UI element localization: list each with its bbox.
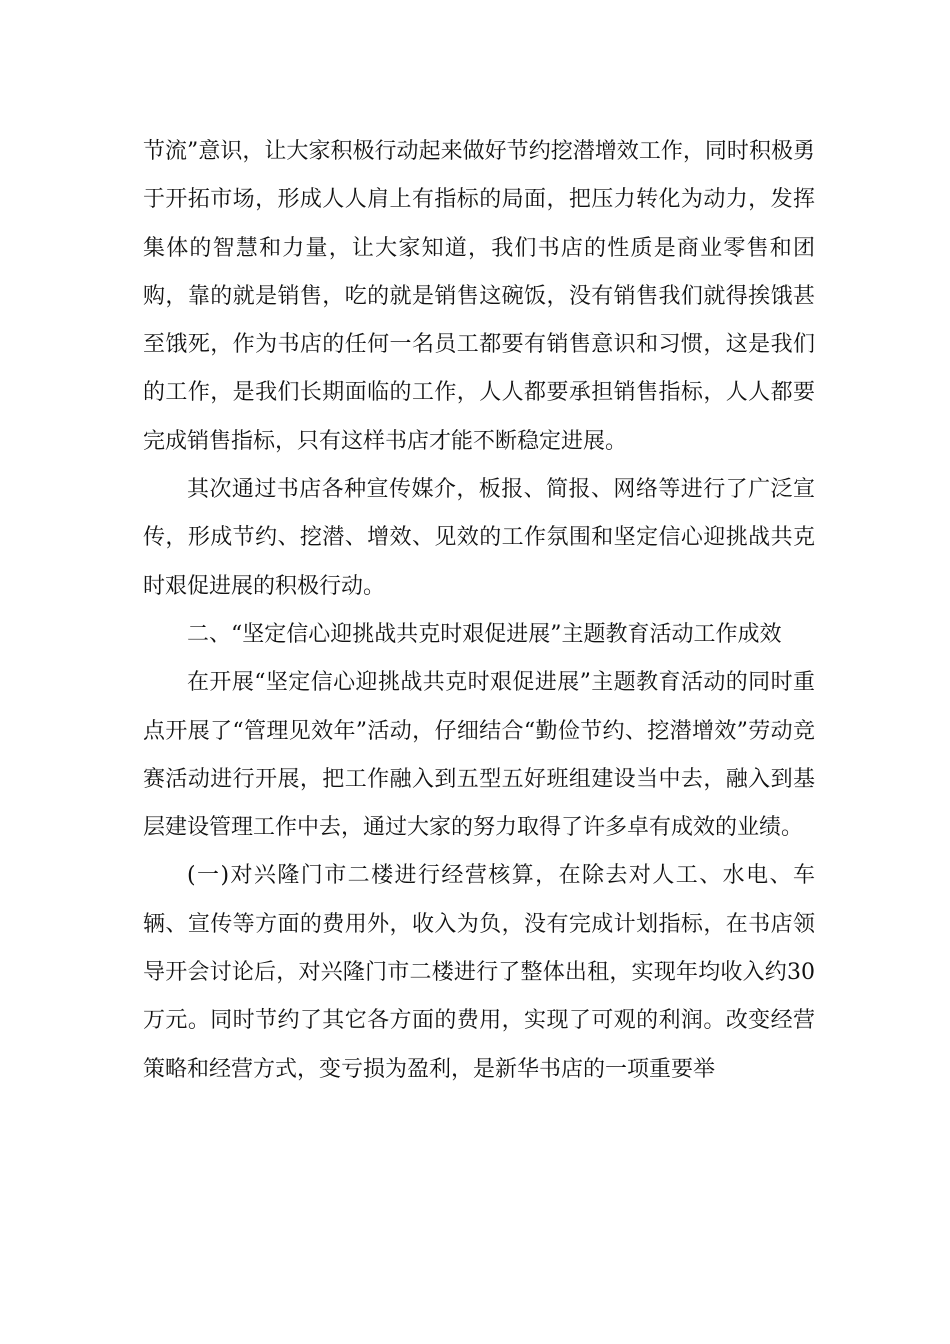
paragraph-xinglong-store: (一)对兴隆门市二楼进行经营核算，在除去对人工、水电、车辆、宣传等方面的费用外，收入为负，没有完成计划指标，在书店领导开会讨论后，对兴隆门市二楼进行了整体出租，实现年均收入约30万元。同时节约了其它各方面的费用，实现了可观的利润。改变经营策略和经营方式，变亏损为盈利，是新华书店的一项重要举	[143, 863, 815, 1082]
paragraph-management-year: 在开展“坚定信心迎挑战共克时艰促进展”主题教育活动的同时重点开展了“管理见效年”活动，仔细结合“勤俭节约、挖潜增效”劳动竞赛活动进行开展，把工作融入到五型五好班组建设当中去，融入到基层建设管理工作中去，通过大家的努力取得了许多卓有成效的业绩。	[143, 670, 815, 841]
section-heading-results: 二、“坚定信心迎挑战共克时艰促进展”主题教育活动工作成效	[187, 621, 782, 647]
paragraph-cost-saving-awareness: 节流”意识，让大家积极行动起来做好节约挖潜增效工作，同时积极勇于开拓市场，形成人人肩上有指标的局面，把压力转化为动力，发挥集体的智慧和力量，让大家知道，我们书店的性质是商业零售和团购，靠的就是销售，吃的就是销售这碗饭，没有销售我们就得挨饿甚至饿死，作为书店的任何一名员工都要有销售意识和习惯，这是我们的工作，是我们长期面临的工作，人人都要承担销售指标，人人都要完成销售指标，只有这样书店才能不断稳定进展。	[143, 139, 815, 454]
document-body	[143, 128, 815, 1094]
paragraph-publicity-media: 其次通过书店各种宣传媒介，板报、简报、网络等进行了广泛宣传，形成节约、挖潜、增效、见效的工作氛围和坚定信心迎挑战共克时艰促进展的积极行动。	[143, 477, 815, 599]
